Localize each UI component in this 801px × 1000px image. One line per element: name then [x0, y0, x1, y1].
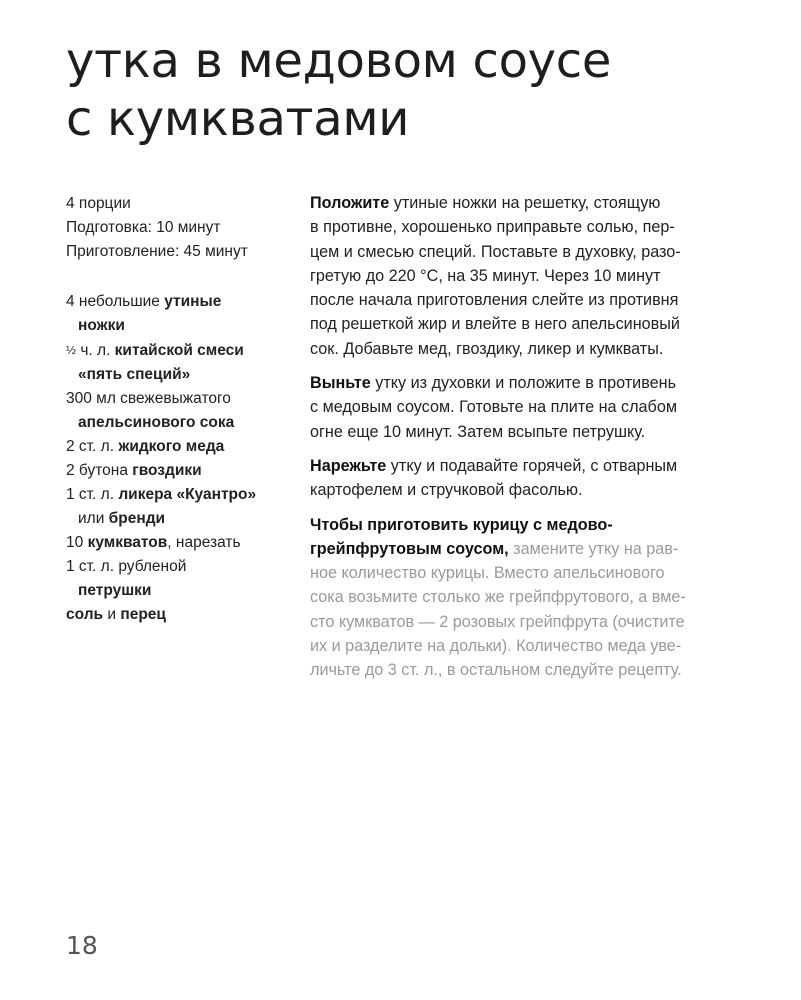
variation-text: сока возьмите столько же грейпфрутового, а вме-: [310, 588, 686, 607]
ingredient-bold: перец: [120, 606, 166, 623]
ingredient-fraction: ½: [66, 343, 77, 357]
recipe-meta: [66, 192, 296, 264]
ingredient-text: или: [78, 510, 109, 527]
ingredient-item: [66, 603, 296, 627]
ingredient-text: 2 ст. л.: [66, 438, 119, 455]
ingredient-bold-cont: «пять специй»: [78, 366, 191, 383]
ingredient-bold: бренди: [108, 510, 166, 527]
step-text: с медовым соусом. Готовьте на плите на слабом: [310, 398, 677, 417]
ingredient-bold: утиные: [164, 293, 222, 310]
method-step-3: [310, 454, 770, 503]
ingredient-text: 10: [66, 534, 88, 551]
method-step-1: [310, 191, 770, 361]
ingredient-bold: жидкого меда: [118, 438, 225, 455]
step-text: утиные ножки на решетку, стоящую: [389, 194, 661, 212]
recipe-title-line-2: с кумкватами: [66, 91, 410, 147]
ingredient-item: [66, 555, 296, 603]
ingredient-item: [66, 435, 296, 459]
step-text: гретую до 220 °С, на 35 минут. Через 10 минут: [310, 266, 661, 285]
ingredient-bold: китайской смеси: [114, 342, 244, 359]
ingredient-bold: ликера «Куантро»: [118, 486, 257, 503]
recipe-title-line-1: утка в медовом соусе: [66, 33, 612, 89]
ingredient-text: 1 ст. л.: [66, 486, 119, 503]
recipe-title: [66, 32, 766, 148]
method-steps: [310, 191, 770, 693]
ingredient-item: [66, 531, 296, 555]
ingredient-list: [66, 290, 296, 627]
servings: 4 порции: [66, 195, 131, 212]
ingredient-item: [66, 338, 296, 387]
ingredient-item: [66, 290, 296, 338]
ingredient-text: 1 ст. л. рубленой: [66, 558, 187, 575]
cook-time: Приготовление: 45 минут: [66, 243, 248, 260]
step-text: в противне, хорошенько приправьте солью, пер-: [310, 218, 675, 237]
variation-heading: Чтобы приготовить курицу с медово-: [310, 515, 613, 534]
ingredient-bold-cont: апельсинового сока: [78, 414, 235, 431]
ingredient-bold-cont: ножки: [78, 317, 125, 334]
step-text: утку из духовки и положите в противень: [370, 374, 677, 393]
ingredient-cont: [66, 507, 296, 531]
variation-text: замените утку на рав-: [508, 539, 679, 558]
step-verb: Положите: [310, 194, 390, 212]
ingredient-bold: соль: [66, 606, 104, 623]
prep-time: Подготовка: 10 минут: [66, 219, 221, 236]
variation-text: личьте до 3 ст. л., в остальном следуйте рецепту.: [310, 661, 682, 680]
ingredient-bold: кумкватов: [87, 534, 168, 551]
ingredient-item: [66, 387, 296, 435]
variation-text: ное количество курицы. Вместо апельсинового: [310, 564, 665, 583]
step-text: утку и подавайте горячей, с отварным: [386, 456, 678, 475]
variation-text: сто кумкватов — 2 розовых грейпфрута (очистите: [310, 612, 685, 631]
step-text: цем и смесью специй. Поставьте в духовку, разо-: [310, 242, 681, 261]
step-text: под решеткой жир и влейте в него апельсиновый: [310, 315, 680, 334]
step-text: после начала приготовления слейте из противня: [310, 291, 679, 310]
page-number: 18: [66, 931, 98, 960]
ingredient-item: [66, 459, 296, 483]
ingredient-text: 4 небольшие: [66, 293, 165, 310]
method-step-2: [310, 371, 770, 444]
ingredient-item: [66, 483, 296, 531]
step-text: огне еще 10 минут. Затем всыпьте петрушку.: [310, 422, 646, 441]
ingredient-text: , нарезать: [167, 534, 241, 551]
ingredient-text: ч. л.: [76, 342, 115, 359]
ingredient-bold-cont: петрушки: [78, 582, 152, 599]
ingredient-text: 300 мл свежевыжатого: [66, 390, 231, 407]
ingredient-bold: гвоздики: [132, 462, 202, 479]
variation-heading: грейпфрутовым соусом,: [310, 539, 509, 558]
ingredient-text: 2 бутона: [66, 462, 133, 479]
step-verb: Нарежьте: [310, 456, 387, 475]
ingredient-text: и: [103, 606, 121, 623]
step-verb: Выньте: [310, 374, 371, 393]
recipe-variation: [310, 513, 770, 683]
step-text: сок. Добавьте мед, гвоздику, ликер и кумкваты.: [310, 339, 664, 358]
step-text: картофелем и стручковой фасолью.: [310, 481, 583, 500]
variation-text: их и разделите на дольки). Количество меда уве-: [310, 637, 682, 656]
